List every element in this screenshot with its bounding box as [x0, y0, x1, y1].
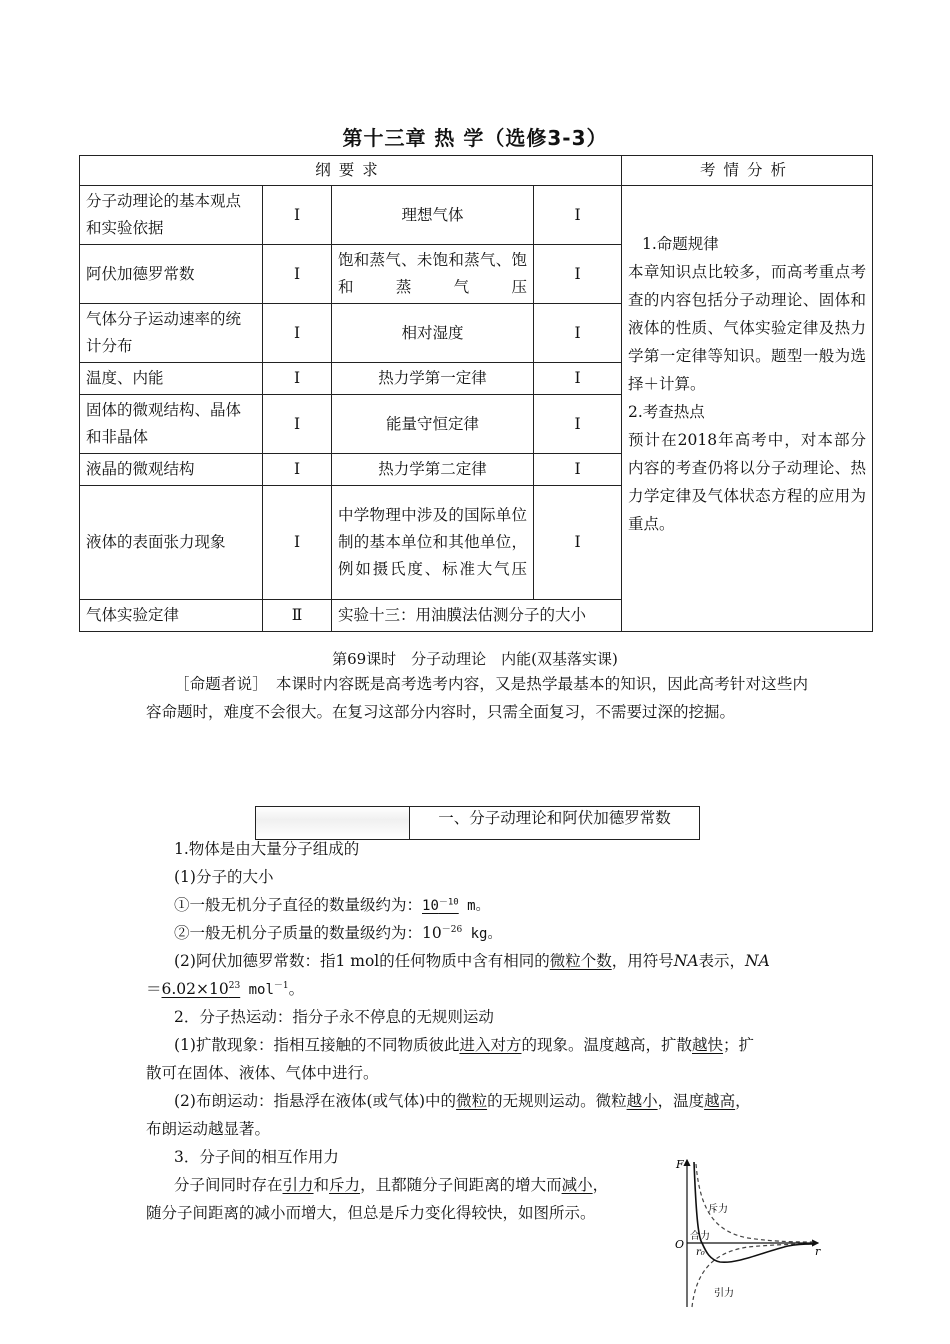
text: 。 — [288, 980, 305, 998]
hot-title: 2.考查热点 — [628, 403, 705, 421]
diffusion-line — [174, 1031, 754, 1059]
diffusion-line-2: 散可在固体、液体、气体中进行。 — [146, 1064, 379, 1082]
answer-blank: 越小 — [626, 1092, 658, 1110]
topic-cell: 理想气体 — [332, 186, 534, 245]
attraction-label: 引力 — [714, 1288, 734, 1299]
topic-cell: 气体分子运动速率的统计分布 — [80, 304, 263, 363]
answer-blank: 进入对方 — [459, 1036, 522, 1054]
text: ，且都随分子间距离的增大而 — [360, 1176, 562, 1194]
answer-blank: 微粒个数 — [549, 952, 612, 970]
section-title: 一、分子动理论和阿伏加德罗常数 — [438, 809, 671, 827]
r0-label: r₀ — [696, 1247, 705, 1258]
level-cell: Ⅰ — [534, 245, 622, 304]
repulsion-label: 斥力 — [708, 1204, 728, 1215]
topic-cell: 液晶的微观结构 — [80, 454, 263, 486]
answer-blank — [162, 980, 241, 998]
level-cell: Ⅰ — [263, 486, 332, 600]
text: (1)扩散现象：指相互接触的不同物质彼此 — [174, 1036, 460, 1054]
text: ，温度 — [657, 1092, 705, 1110]
level-cell: Ⅰ — [263, 395, 332, 454]
topic-cell: 分子动理论的基本观点和实验依据 — [80, 186, 263, 245]
level-cell: Ⅰ — [263, 363, 332, 395]
level-cell: Ⅰ — [263, 245, 332, 304]
text: (2)布朗运动：指悬浮在液体(或气体)中的 — [174, 1092, 457, 1110]
answer-blank: 减小 — [561, 1176, 593, 1194]
answer-blank: 越快 — [692, 1036, 724, 1054]
lesson-title: 第69课时 分子动理论 内能(双基落实课) — [332, 650, 618, 668]
exponent: －26 — [441, 924, 463, 935]
topic-cell: 气体实验定律 — [80, 600, 263, 632]
mass-line — [174, 919, 501, 948]
level-cell: Ⅰ — [263, 454, 332, 486]
exponent: －1 — [273, 980, 289, 991]
rule-text: 本章知识点比较多，而高考重点考查的内容包括分子动理论、固体和液体的性质、气体实验定律及热力学第一定律等知识。题型一般为选择＋计算。 — [628, 263, 867, 393]
text: ， — [592, 1176, 609, 1194]
text: 6.02×10 — [161, 980, 229, 998]
level-cell: Ⅰ — [534, 395, 622, 454]
chapter-title: 第十三章 热 学（选修3-3） — [342, 126, 608, 150]
f-label: F — [676, 1158, 684, 1171]
symbol: NA — [745, 952, 770, 970]
topic-cell: 能量守恒定律 — [332, 395, 534, 454]
resultant-label: 合力 — [690, 1231, 710, 1242]
answer-blank: 斥力 — [329, 1176, 361, 1194]
point-2: 2．分子热运动：指分子永不停息的无规则运动 — [174, 1008, 494, 1026]
brownian-line — [174, 1087, 751, 1115]
text: (2)阿伏加德罗常数：指1 mol的任何物质中含有相同的 — [174, 952, 550, 970]
topic-cell: 实验十三：用油膜法估测分子的大小 — [332, 600, 622, 632]
point-3: 3．分子间的相互作用力 — [174, 1148, 339, 1166]
level-cell: Ⅰ — [534, 454, 622, 486]
text: 分子间同时存在 — [174, 1176, 283, 1194]
point-1: 1.物体是由大量分子组成的 — [174, 840, 360, 858]
level-cell: Ⅰ — [534, 186, 622, 245]
symbol: NA — [673, 952, 699, 970]
exponent: 23 — [228, 980, 241, 991]
text: m。 — [458, 898, 490, 914]
analysis-cell — [622, 186, 873, 632]
text: 和 — [313, 1176, 330, 1194]
level-cell: Ⅱ — [263, 600, 332, 632]
level-cell: Ⅰ — [263, 304, 332, 363]
text: ， — [735, 1092, 751, 1110]
table-header-row — [80, 156, 873, 186]
text: mol — [240, 982, 274, 998]
syllabus-table — [79, 155, 873, 632]
attraction-curve — [692, 1244, 813, 1307]
repulsion-curve — [696, 1164, 813, 1242]
text: ，用符号 — [611, 952, 674, 970]
diameter-line — [174, 891, 490, 920]
text: ；扩 — [723, 1036, 755, 1054]
text: 的现象。温度越高，扩散 — [521, 1036, 692, 1054]
topic-cell: 固体的微观结构、晶体和非晶体 — [80, 395, 263, 454]
o-label: O — [675, 1238, 685, 1251]
text: 10 — [422, 898, 439, 914]
header-requirements: 纲要求 — [80, 156, 622, 186]
level-cell: Ⅰ — [534, 363, 622, 395]
text: 表示， — [698, 952, 746, 970]
level-cell: Ⅰ — [534, 486, 622, 600]
point-1-1: (1)分子的大小 — [174, 868, 274, 886]
r-label: r — [815, 1245, 821, 1258]
exponent: －10 — [438, 897, 459, 908]
topic-cell: 热力学第二定律 — [332, 454, 534, 486]
answer-blank: 引力 — [282, 1176, 314, 1194]
topic-cell: 饱和蒸气、未饱和蒸气、饱和蒸气压 — [332, 245, 534, 304]
answer-blank: 微粒 — [456, 1092, 488, 1110]
answer-blank: 越高 — [704, 1092, 736, 1110]
level-cell: Ⅰ — [263, 186, 332, 245]
molecular-force-figure — [668, 1152, 828, 1312]
rule-title: 1.命题规律 — [642, 235, 719, 253]
avogadro-value-line — [146, 975, 304, 1004]
table-row — [80, 186, 873, 245]
level-cell: Ⅰ — [534, 304, 622, 363]
avogadro-line — [174, 947, 770, 975]
text: ②一般无机分子质量的数量级约为：10 — [174, 924, 442, 942]
text: kg。 — [462, 926, 502, 942]
topic-cell: 热力学第一定律 — [332, 363, 534, 395]
topic-cell: 温度、内能 — [80, 363, 263, 395]
text: 的无规则运动。微粒 — [487, 1092, 627, 1110]
text: ＝ — [146, 980, 162, 998]
force-line-2: 随分子间距离的减小而增大，但总是斥力变化得较快，如图所示。 — [146, 1204, 596, 1222]
force-line — [174, 1171, 608, 1199]
topic-cell: 液体的表面张力现象 — [80, 486, 263, 600]
brownian-line-2: 布朗运动越显著。 — [146, 1120, 271, 1138]
topic-cell: 相对湿度 — [332, 304, 534, 363]
header-analysis: 考情分析 — [622, 156, 873, 186]
topic-cell: 中学物理中涉及的国际单位制的基本单位和其他单位，例如摄氏度、标准大气压 — [332, 486, 534, 600]
hot-text: 预计在2018年高考中，对本部分内容的考查仍将以分子动理论、热力学定律及气体状态方程的应用为重点。 — [628, 431, 867, 533]
intro-paragraph: ［命题者说］ 本课时内容既是高考选考内容，又是热学最基本的知识，因此高考针对这些内容命题时，难度不会很大。在复习这部分内容时，只需全面复习，不需要过深的挖掘。 — [146, 675, 808, 721]
topic-cell: 阿伏加德罗常数 — [80, 245, 263, 304]
answer-blank — [422, 898, 459, 914]
text: ①一般无机分子直径的数量级约为： — [174, 896, 423, 914]
